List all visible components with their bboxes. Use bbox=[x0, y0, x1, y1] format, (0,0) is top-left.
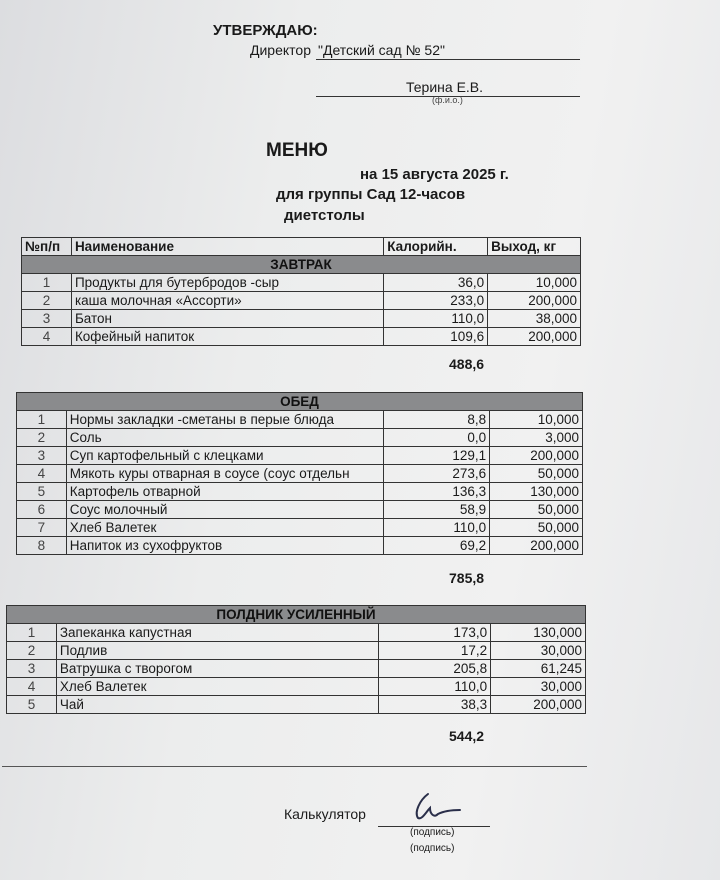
approval-title: УТВЕРЖДАЮ: bbox=[213, 22, 318, 39]
calculator-label: Калькулятор bbox=[284, 806, 366, 822]
row-number: 1 bbox=[7, 624, 57, 642]
row-name: Продукты для бутербродов -сыр bbox=[71, 274, 383, 292]
row-calories: 0,0 bbox=[383, 429, 490, 447]
signature-mark bbox=[408, 790, 468, 826]
row-output: 10,000 bbox=[488, 274, 581, 292]
menu-subgroup: диетстолы bbox=[284, 207, 365, 224]
menu-group: для группы Сад 12-часов bbox=[276, 186, 466, 203]
row-calories: 38,3 bbox=[379, 696, 491, 714]
row-number: 7 bbox=[17, 519, 67, 537]
row-calories: 17,2 bbox=[379, 642, 491, 660]
snack-total: 544,2 bbox=[449, 728, 485, 744]
signature-caption-1: (подпись) bbox=[410, 827, 455, 838]
column-header-name: Наименование bbox=[71, 238, 383, 256]
table-row bbox=[7, 678, 586, 696]
table-row bbox=[22, 274, 581, 292]
table-row bbox=[22, 310, 581, 328]
row-name: Чай bbox=[56, 696, 378, 714]
row-name: Соль bbox=[66, 429, 383, 447]
row-calories: 58,9 bbox=[383, 501, 490, 519]
row-calories: 109,6 bbox=[384, 328, 488, 346]
row-output: 50,000 bbox=[490, 519, 583, 537]
row-calories: 173,0 bbox=[379, 624, 491, 642]
row-name: Суп картофельный с клецками bbox=[66, 447, 383, 465]
row-name: Напиток из сухофруктов bbox=[66, 537, 383, 555]
table-row bbox=[17, 429, 583, 447]
row-output: 50,000 bbox=[490, 465, 583, 483]
table-row bbox=[17, 537, 583, 555]
row-calories: 273,6 bbox=[383, 465, 490, 483]
row-output: 200,000 bbox=[490, 447, 583, 465]
row-name: Картофель отварной bbox=[66, 483, 383, 501]
table-row bbox=[17, 447, 583, 465]
row-number: 2 bbox=[22, 292, 72, 310]
column-header-output: Выход, кг bbox=[488, 238, 581, 256]
row-number: 2 bbox=[17, 429, 67, 447]
section-header-row bbox=[22, 256, 581, 274]
row-number: 3 bbox=[17, 447, 67, 465]
row-name: Запеканка капустная bbox=[56, 624, 378, 642]
row-name: Соус молочный bbox=[66, 501, 383, 519]
table-row bbox=[7, 660, 586, 678]
row-output: 50,000 bbox=[490, 501, 583, 519]
row-name: Подлив bbox=[56, 642, 378, 660]
row-calories: 110,0 bbox=[379, 678, 491, 696]
row-calories: 8,8 bbox=[383, 411, 490, 429]
row-output: 130,000 bbox=[491, 624, 586, 642]
table-row bbox=[17, 411, 583, 429]
row-output: 38,000 bbox=[488, 310, 581, 328]
table-row bbox=[17, 519, 583, 537]
organization-underline bbox=[316, 59, 580, 60]
row-output: 3,000 bbox=[490, 429, 583, 447]
row-output: 30,000 bbox=[491, 678, 586, 696]
section-title-breakfast: ЗАВТРАК bbox=[22, 256, 581, 274]
table-row bbox=[7, 696, 586, 714]
row-calories: 110,0 bbox=[383, 519, 490, 537]
row-number: 3 bbox=[7, 660, 57, 678]
row-number: 4 bbox=[17, 465, 67, 483]
row-output: 200,000 bbox=[488, 292, 581, 310]
column-header-row bbox=[22, 238, 581, 256]
row-number: 4 bbox=[22, 328, 72, 346]
row-name: Ватрушка с творогом bbox=[56, 660, 378, 678]
row-output: 130,000 bbox=[490, 483, 583, 501]
section-header-row bbox=[7, 606, 586, 624]
row-name: Батон bbox=[71, 310, 383, 328]
table-row bbox=[17, 465, 583, 483]
page-divider bbox=[2, 766, 587, 767]
section-title-lunch: ОБЕД bbox=[17, 393, 583, 411]
row-output: 10,000 bbox=[490, 411, 583, 429]
row-number: 5 bbox=[17, 483, 67, 501]
row-name: Хлеб Валетек bbox=[56, 678, 378, 696]
row-calories: 36,0 bbox=[384, 274, 488, 292]
signature-caption-2: (подпись) bbox=[410, 843, 455, 854]
row-name: Кофейный напиток bbox=[71, 328, 383, 346]
table-row bbox=[17, 501, 583, 519]
row-calories: 136,3 bbox=[383, 483, 490, 501]
organization-name: "Детский сад № 52" bbox=[318, 42, 445, 58]
row-calories: 69,2 bbox=[383, 537, 490, 555]
director-name: Терина Е.В. bbox=[406, 79, 484, 95]
section-title-snack: ПОЛДНИК УСИЛЕННЫЙ bbox=[7, 606, 586, 624]
row-number: 1 bbox=[22, 274, 72, 292]
row-output: 200,000 bbox=[488, 328, 581, 346]
table-row bbox=[22, 292, 581, 310]
lunch-total: 785,8 bbox=[449, 570, 485, 586]
breakfast-table bbox=[21, 237, 581, 346]
row-output: 200,000 bbox=[490, 537, 583, 555]
director-label: Директор bbox=[250, 42, 311, 58]
row-output: 61,245 bbox=[491, 660, 586, 678]
name-caption: (ф.и.о.) bbox=[432, 95, 463, 105]
snack-table bbox=[6, 605, 586, 714]
column-header-calories: Калорийн. bbox=[384, 238, 488, 256]
table-row bbox=[7, 642, 586, 660]
table-row bbox=[22, 328, 581, 346]
table-row bbox=[7, 624, 586, 642]
menu-title: МЕНЮ bbox=[266, 140, 328, 161]
column-header-number: №п/п bbox=[22, 238, 72, 256]
row-output: 200,000 bbox=[491, 696, 586, 714]
row-number: 1 bbox=[17, 411, 67, 429]
row-calories: 205,8 bbox=[379, 660, 491, 678]
row-name: Хлеб Валетек bbox=[66, 519, 383, 537]
row-number: 2 bbox=[7, 642, 57, 660]
row-calories: 233,0 bbox=[384, 292, 488, 310]
row-name: Мякоть куры отварная в соусе (соус отдельн bbox=[66, 465, 383, 483]
row-name: Нормы закладки -сметаны в перые блюда bbox=[66, 411, 383, 429]
table-row bbox=[17, 483, 583, 501]
row-number: 3 bbox=[22, 310, 72, 328]
row-number: 8 bbox=[17, 537, 67, 555]
lunch-table bbox=[16, 392, 583, 555]
row-calories: 110,0 bbox=[384, 310, 488, 328]
row-number: 6 bbox=[17, 501, 67, 519]
section-header-row bbox=[17, 393, 583, 411]
menu-date: на 15 августа 2025 г. bbox=[360, 166, 509, 183]
row-calories: 129,1 bbox=[383, 447, 490, 465]
row-output: 30,000 bbox=[491, 642, 586, 660]
row-name: каша молочная «Ассорти» bbox=[71, 292, 383, 310]
breakfast-total: 488,6 bbox=[449, 356, 485, 372]
row-number: 5 bbox=[7, 696, 57, 714]
row-number: 4 bbox=[7, 678, 57, 696]
